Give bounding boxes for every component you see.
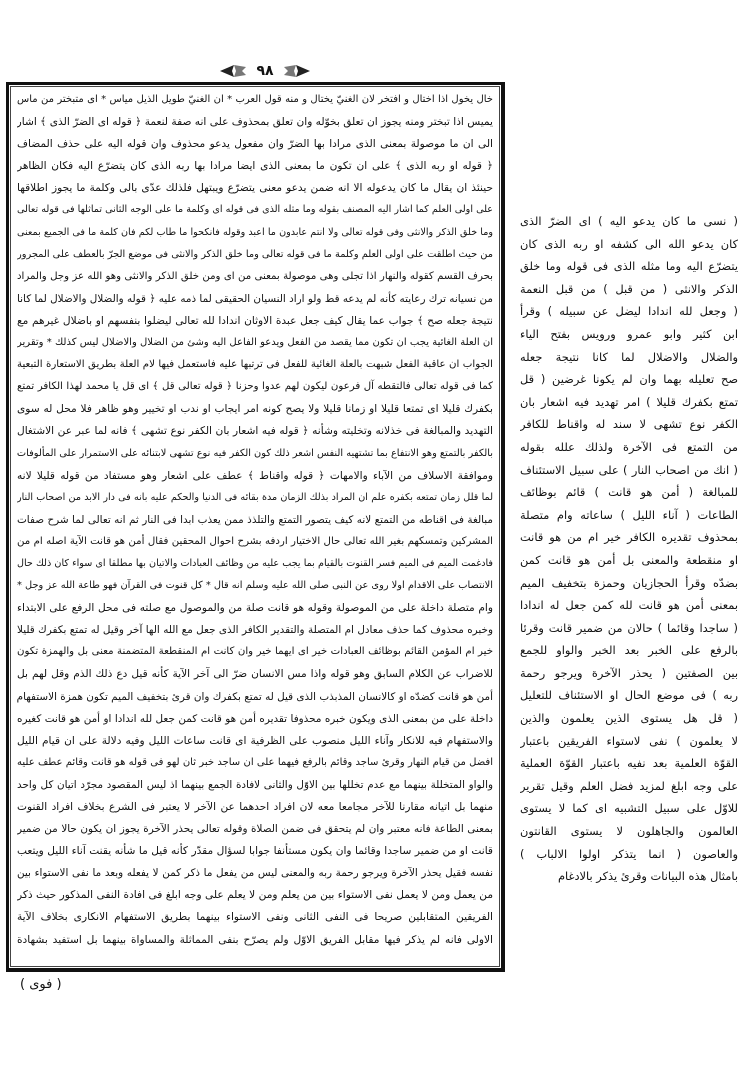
page-number: ٩٨	[256, 63, 274, 79]
ornament-left-icon	[284, 64, 310, 78]
main-text-line: ﴿ قوله او ربه الذى ﴾ على ان تكون ما بمعنى الذى ايضا مرادا بها ربه الذى كان يتضرّع اليه فكان الظاهر	[17, 160, 493, 173]
margin-text-line: ( وجعل لله اندادا ليضل عن سبيله ) وقرأ	[520, 304, 738, 319]
main-text-line: خير ام المؤمن القائم بوظائف العبادات خير اى ايهما خير وان كانت ام المنقطعة المتضمنة معنى بل والهمزة تكون	[17, 646, 493, 658]
main-text-line: أمن هو قانت كضدّه او كالانسان المذبذب الذى قيل له تمتع بكفرك وان قرئ بتخفيف الميم تكون همزة الاستفهام	[17, 690, 493, 703]
main-text	[17, 89, 493, 951]
margin-commentary	[520, 210, 738, 888]
main-text-line: وموافقة الاسلاف من الآباء والامهات ﴿ قوله واقناط ﴾ عطف على اشعار وهو مستفاد من قوله قليلا لانه	[17, 469, 493, 482]
margin-text-line: ربه ) فى موضع الحال او الاستئناف للتعليل	[520, 688, 738, 703]
main-text-line: وما خلق الذكر والانثى وفى قوله تعالى ولا انتم عابدون ما اعبد وقوله فانكحوا ما طاب لكم فان كلمة ما فى الجميع بمعنى	[17, 226, 493, 238]
main-text-line: من نسيانه ترك رعايته كأنه لم يدعه قط ولو اراد النسيان الحقيقى لما ذمه عليه ﴿ قوله والضلال والاضلال لما كانا	[17, 292, 493, 305]
main-text-line: وام متصلة داخلة على من الموصولة وقوله هو قانت صلة من والموصول مع صلته فى محل الرفع على الابتداء	[17, 602, 493, 615]
margin-text-line: على وجه ابلغ لمزيد فضل العلم وقيل تقرير	[520, 778, 738, 793]
page-header	[215, 60, 315, 82]
margin-text-line: او منقطعة والمعنى بل أمن هو قانت كمن	[520, 552, 738, 567]
margin-text-line: يتضرّع اليه وما مثله الذى فى قوله وما خلق	[520, 259, 738, 274]
margin-text-line: الطاعات ( آناء الليل ) ساعاته وام متصلة	[520, 507, 738, 522]
margin-text-line: ابن كثير وابو عمرو ورويس بفتح الياء	[520, 326, 738, 341]
margin-text-line: العالمون والجاهلون لا يستوى القانتون	[520, 824, 738, 839]
main-text-line: بمعنى الطاعة فانه معتبر وان لم يتحقق فى ضمن الصلاة وقوله تعالى يحذر الآخرة يجوز ان يكون حالا من ضمير	[17, 823, 493, 836]
main-text-line: مبالغة فى اقناطه من التمتع لانه كيف يتصور التمتع والتلذذ ممن يعذب ابدا فى النار ثم انه تعالى لما شرح صفات	[17, 513, 493, 526]
main-text-line: حينئذ ان يقال ما كان يدعوله الا انه ضمن يدعو معنى يتضرّع ويبتهل فلذلك عدّى بالى وكلمة ما يجوز اطلاقها	[17, 182, 493, 195]
main-text-line: كما فى قوله تعالى فالتقطه آل فرعون ليكون لهم عدوا وحزنا ﴿ قوله تعالى قل ﴾ اى قل يا محمد لهذا الكافر تمتع	[17, 381, 493, 393]
margin-text-line: ( نسى ما كان يدعو اليه ) اى الضرّ الذى	[520, 214, 738, 228]
main-text-line: على اولى العلم كما اشار اليه المصنف بقوله وما مثله الذى فى قوله اى وكلمة ما على الوجه الثانى تماثلها فى قوله تعالى	[17, 204, 493, 216]
margin-text-line: بمعنى أمن هو قانت لله كمن جعل له اندادا	[520, 598, 738, 613]
margin-text-line: والعاصون ( انما يتذكر اولوا الالباب )	[520, 846, 738, 861]
catchword: ( فوى )	[20, 977, 62, 992]
main-text-line: افضل من قيام النهار وقرئ ساجد وقائم بالرفع فيهما على ان ساجد خبر ثان لهو فى قوله هو قانت وقائم عطف عليه	[17, 756, 493, 768]
margin-text-line: بضدّه وقرأ الحجازيان وحمزة بتخفيف الميم	[520, 575, 738, 590]
margin-text-line: للاوّل على سبيل التشبيه اى كما لا يستوى	[520, 801, 738, 816]
main-text-line: فادغمت الميم فى الميم فسر القنوت بالقيام بما يجب عليه من وظائف العبادات والاتيان بها مطلقا اى سواء كان ذلك حال	[17, 557, 493, 569]
margin-text-line: ( قل هل يستوى الذين يعلمون والذين	[520, 711, 738, 726]
margin-text-line: بمحذوف تقديره الكافر خير ام من هو قانت	[520, 530, 738, 545]
main-text-line: داخلة على من بمعنى الذى ويكون خبره محذوفا تقديره أمن هو قانت كمن جعل لله اندادا او أمن هو قانت كغيره	[17, 712, 493, 725]
margin-text-line: الذكر والانثى ( من قبل ) من قبل النعمة	[520, 281, 738, 296]
main-text-line: منهما بل اتيانه مقارنا للآخر مجامعا معه لان افراد احدهما عن الآخر لا يعتبر فى الشرع بخلاف افراد القنوت	[17, 801, 493, 813]
margin-text-line: تمتع بكفرك قليلا ) امر تهديد فيه اشعار بان	[520, 394, 738, 409]
margin-text-line: بامثال هذه البيانات وقرئ يذكر بالادغام	[557, 869, 738, 884]
margin-text-line: ( ساجدا وقائما ) حالان من ضمير قانت وقرئا	[520, 620, 738, 635]
main-text-line: بحرف القسم كقوله والنهار اذا تجلى وهى موصولة بمعنى من اى ومن خلق الذكر والانثى وهو الله عز وجل والمراد	[17, 270, 493, 282]
main-text-line: الجواب ان عاقبة الفعل شبهت بالعلة الغائية للفعل فى ترتبها عليه فاستعمل فيها لام العلة بطريق الاستعارة التبعية	[17, 359, 493, 371]
margin-text-line: القوّة العلمية بعد نفيه باعتبار القوّة العملية	[520, 756, 738, 771]
main-text-line: لما قلل زمان تمتعه بكفره علم ان المراد بذلك الزمان مدة بقائه فى الدنيا والحكم عليه بانه فى دار الابد من اصحاب النار	[17, 491, 493, 503]
margin-text-line: بالرفع على الخبر بعد الخبر والواو للجمع	[520, 643, 738, 658]
main-text-box	[6, 82, 505, 972]
main-text-line: من حيث اطلقت على اولى العلم وكلمة ما فى قوله تعالى وما خلق الذكر والانثى فى موضع الجرّ بالعطف على المجرور	[17, 248, 493, 260]
margin-text-line: لا يعلمون ) نفى لاستواء الفريقين باعتبار	[520, 733, 738, 748]
main-text-line: خال يخول اذا اختال و افتخر لان الغنيّ يختال و منه قول العرب * ان الغنيّ طويل الذيل مياس * اى متبختر من ماس	[17, 94, 493, 105]
main-text-line: الفريقين المتقابلين صريحا فى النفى الثانى ونفى الاستواء بينهما بطريق الاستفهام الانكارى بخلاف الآية	[17, 911, 493, 924]
main-text-line: نفسه فقيل يحذر الآخرة ويرجو رحمة ربه والمعنى ليس من يفعل ما ذكر كمن لا يفعله وبعد ما نفى الاستواء بين	[17, 867, 493, 880]
main-text-line: ان العلة الغائية يجب ان تكون مما يقصد من الفعل ويدعو الفاعل اليه وشئ من الضلال والاضلال ليس كذلك * وتقرير	[17, 337, 493, 349]
main-text-line: للاضراب عن الكلام السابق وهو قوله واذا مس الانسان ضرّ الى آخر الآية كأنه قيل دع ذلك الذم وقل لهم بل	[17, 668, 493, 681]
main-text-line: نتيجة جعله صح ﴾ جواب عما يقال كيف جعل عبدة الاوثان اندادا لله تعالى ليضلوا بنفسهم او باضلال غيرهم مع	[17, 314, 493, 327]
margin-text-line: الكفر نوع تشهى لا سند له واقناط للكافر	[520, 417, 738, 432]
main-text-line: الاولى فانه لم يذكر فيها مقابل الفريق الاوّل ولم يصرّح بنفى المماثلة والمساواة بينهما بل استفيد بشهادة	[17, 933, 493, 946]
margin-text-line: من التمتع فى الآخرة ولذلك علله بقوله	[520, 439, 738, 454]
main-text-line: بكفرك قليلا اى تمتعا قليلا او زمانا قليلا ولا يصح كونه امر ايجاب او ندب او تخيير وهو ظاهر فلا محل له سوى	[17, 403, 493, 416]
margin-text-line: بين الصفتين ( يحذر الآخرة ويرجو رحمة	[520, 665, 738, 680]
margin-text-line: والضلال والاضلال لما كانا نتيجة جعله	[520, 349, 738, 364]
main-text-line: والاستفهام فيه للانكار وآناء الليل منصوب على الظرفية اى قانت ساعات الليل وفيه دلالة على ان قيام الليل	[17, 734, 493, 747]
main-text-line: قانت او من ضمير ساجدا وقائما وان يكون مستأنفا جوابا لسؤال مقدّر كأنه قيل ما شأنه يقنت آناء الليل ويتعب	[17, 845, 493, 858]
main-text-line: الانتصاب على الاقدام اولا روى عن النبى صلى الله عليه وسلم انه قال * كل قنوت فى القرآن فهو طاعة الله عز وجل *	[17, 580, 493, 592]
main-text-line: الى ان ما موصولة بمعنى الذى مرادا بها الضرّ وان مفعول يدعو محذوف وان قوله اليه على حذف المضاف	[17, 138, 493, 151]
margin-text-line: ( انك من اصحاب النار ) على سبيل الاستئناف	[520, 462, 738, 477]
main-text-line: وخبره محذوف كما حذف معادل ام المتصلة والتقدير الكافر الذى جعل مع الله الها آخر وقيل له تمتع بكفرك قليلا	[17, 624, 493, 637]
main-text-line: يميس اذا تبختر ومنه يجوز ان تعلق بخوّله وان تعلق بمحذوف على انه صفة لنعمة ﴿ قوله اى الضرّ الذى ﴾ اشار	[17, 116, 493, 129]
main-text-line: والواو المتخللة بينهما مع عدم تخللها بين الاوّل والثانى لافادة الجمع بينهما اذ ليس المقصود مجرّد اتيان كل واحد	[17, 778, 493, 791]
main-text-line: التهديد والمبالغة فى خذلانه وتخليته وشأنه ﴿ قوله فيه اشعار بان الكفر نوع تشهى ﴾ فانه لما عبر عن الاشتغال	[17, 425, 493, 438]
margin-text-line: للمبالغة ( أمن هو قانت ) قائم بوظائف	[520, 485, 738, 500]
ornament-right-icon	[220, 64, 246, 78]
main-text-line: من يعمل ومن لا يعمل نفى الاستواء بين من يعلم ومن لا يعلم على وجه ابلغ فى افادة النفى المذكور حيث ذكر	[17, 889, 493, 902]
main-text-line: بالكفر بالتمتع وهو الانتفاع بما تشتهيه النفس اشعر ذلك كون الكفر فيه نوع تشهى لابتنائه على الاستمرار على المألوفات	[17, 447, 493, 459]
main-text-line: المشركين وتمسكهم بغير الله تعالى حال الاختيار اردفه بشرح احوال المحقين فقال أمن هو قانت الآية اصله ام من	[17, 535, 493, 547]
margin-text-line: كان يدعو الله الى كشفه او ربه الذى كان	[520, 236, 738, 251]
margin-text-line: صح تعليله بهما وان لم يكونا غرضين ( قل	[520, 372, 738, 387]
